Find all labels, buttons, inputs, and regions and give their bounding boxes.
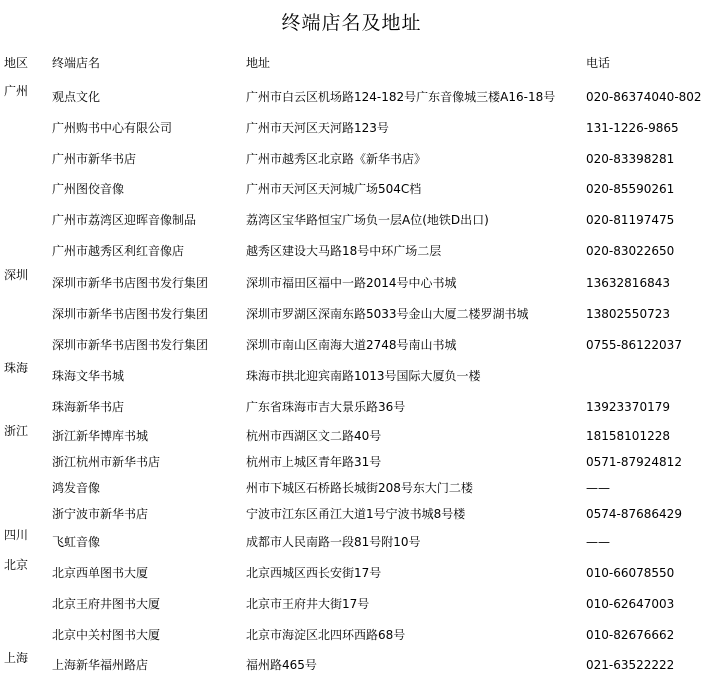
region-label: 北京 [4,558,29,572]
store-phone: 020-81197475 [586,213,675,227]
store-address: 广州市越秀区北京路《新华书店》 [246,152,427,166]
store-address: 荔湾区宝华路恒宝广场负一层A位(地铁D出口) [246,213,489,227]
store-name: 深圳市新华书店图书发行集团 [52,276,209,290]
store-address: 珠海市拱北迎宾南路1013号国际大厦负一楼 [246,369,481,383]
region-label: 珠海 [4,361,29,375]
store-phone: 010-82676662 [586,628,675,642]
store-phone: 020-85590261 [586,182,675,196]
page-title: 终端店名及地址 [281,12,422,34]
store-name: 观点文化 [52,90,101,104]
store-name: 深圳市新华书店图书发行集团 [52,338,209,352]
store-address: 北京西城区西长安街17号 [246,566,382,580]
header-store: 终端店名 [52,56,101,70]
store-phone: —— [586,535,610,549]
store-address: 广州市天河区天河城广场504C档 [246,182,422,196]
store-phone: 020-86374040-802 [586,90,702,104]
store-name: 鸿发音像 [52,481,101,495]
store-name: 浙江杭州市新华书店 [52,455,161,469]
store-phone: 18158101228 [586,429,670,443]
store-phone: 010-62647003 [586,597,675,611]
store-phone: 0571-87924812 [586,455,682,469]
store-name: 珠海文华书城 [52,369,125,383]
store-phone: 13632816843 [586,276,670,290]
store-address: 深圳市南山区南海大道2748号南山书城 [246,338,457,352]
store-name: 飞虹音像 [52,535,101,549]
store-address: 杭州市西湖区文二路40号 [246,429,382,443]
region-label: 上海 [4,651,29,665]
store-name: 深圳市新华书店图书发行集团 [52,307,209,321]
store-address: 福州路465号 [246,658,317,672]
store-name: 广州市越秀区利红音像店 [52,244,185,258]
region-label: 浙江 [4,424,29,438]
store-phone: 021-63522222 [586,658,675,672]
store-name: 北京中关村图书大厦 [52,628,161,642]
header-region: 地区 [4,56,29,70]
store-address: 州市下城区石桥路长城街208号东大门二楼 [246,481,473,495]
store-address: 北京市海淀区北四环西路68号 [246,628,406,642]
store-address: 深圳市罗湖区深南东路5033号金山大厦二楼罗湖书城 [246,307,529,321]
store-phone: 13802550723 [586,307,670,321]
store-phone: 010-66078550 [586,566,675,580]
store-phone: 0755-86122037 [586,338,682,352]
region-label: 深圳 [4,268,29,282]
store-name: 上海新华福州路店 [52,658,149,672]
store-name: 北京王府井图书大厦 [52,597,161,611]
store-address: 深圳市福田区福中一路2014号中心书城 [246,276,457,290]
store-phone: 13923370179 [586,400,670,414]
store-address: 广州市白云区机场路124-182号广东音像城三楼A16-18号 [246,90,556,104]
store-phone: 020-83398281 [586,152,675,166]
store-name: 浙江新华博库书城 [52,429,149,443]
region-label: 四川 [4,528,29,542]
store-phone: 131-1226-9865 [586,121,679,135]
store-address: 北京市王府井大街17号 [246,597,370,611]
store-address: 杭州市上城区青年路31号 [246,455,382,469]
store-phone: 020-83022650 [586,244,675,258]
store-name: 北京西单图书大厦 [52,566,149,580]
store-address: 广州市天河区天河路123号 [246,121,389,135]
header-address: 地址 [246,56,271,70]
store-name: 广州购书中心有限公司 [52,121,173,135]
store-address: 成都市人民南路一段81号附10号 [246,535,421,549]
region-label: 广州 [4,84,29,98]
header-phone: 电话 [586,56,611,70]
store-address: 宁波市江东区甬江大道1号宁波书城8号楼 [246,507,466,521]
store-name: 广州市新华书店 [52,152,137,166]
store-address: 越秀区建设大马路18号中环广场二层 [246,244,442,258]
store-name: 广州图佼音像 [52,182,125,196]
store-name: 珠海新华书店 [52,400,125,414]
store-name: 浙宁波市新华书店 [52,507,149,521]
store-phone: 0574-87686429 [586,507,682,521]
store-phone: —— [586,481,610,495]
store-name: 广州市荔湾区迎晖音像制品 [52,213,197,227]
store-address: 广东省珠海市吉大景乐路36号 [246,400,406,414]
